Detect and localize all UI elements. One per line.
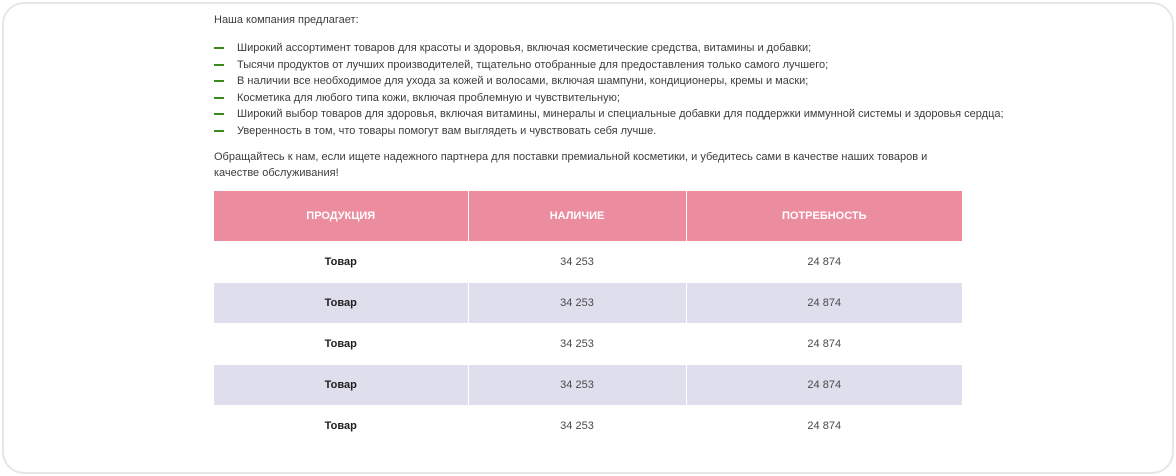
- intro-text: Наша компания предлагает:: [214, 14, 359, 26]
- table-row: [214, 242, 962, 283]
- list-item: [214, 90, 962, 107]
- list-item: [214, 40, 962, 57]
- cell-availability: 34 253: [468, 365, 686, 406]
- table-row: [214, 406, 962, 447]
- table-header-row: [214, 191, 962, 242]
- table-row: [214, 365, 962, 406]
- cell-demand: 24 874: [686, 242, 962, 283]
- list-item: [214, 57, 962, 74]
- cell-availability: 34 253: [468, 324, 686, 365]
- dash-bullet-icon: [214, 80, 224, 82]
- feature-list: [214, 40, 1004, 139]
- cell-product: Товар: [214, 324, 468, 365]
- cell-demand: 24 874: [686, 365, 962, 406]
- cell-availability: 34 253: [468, 242, 686, 283]
- list-item-text: Уверенность в том, что товары помогут вам выглядеть и чувствовать себя лучше.: [237, 124, 657, 137]
- column-header-demand: ПОТРЕБНОСТЬ: [686, 191, 962, 242]
- dash-bullet-icon: [214, 47, 224, 49]
- list-item: [214, 123, 962, 140]
- dash-bullet-icon: [214, 113, 224, 115]
- table-row: [214, 324, 962, 365]
- dash-bullet-icon: [214, 64, 224, 66]
- dash-bullet-icon: [214, 130, 224, 132]
- cell-demand: 24 874: [686, 283, 962, 324]
- cell-demand: 24 874: [686, 406, 962, 447]
- list-item: [214, 106, 1004, 123]
- products-table: [214, 191, 962, 446]
- dash-bullet-icon: [214, 97, 224, 99]
- list-item-text: В наличии все необходимое для ухода за кожей и волосами, включая шампуни, кондиционеры, кремы и маски;: [237, 75, 809, 87]
- cell-product: Товар: [214, 283, 468, 324]
- list-item-text: Тысячи продуктов от лучших производителей, тщательно отобранные для предоставления только самого лучшего;: [237, 58, 829, 71]
- list-item-text: Косметика для любого типа кожи, включая проблемную и чувствительную;: [237, 91, 620, 104]
- cell-demand: 24 874: [686, 324, 962, 365]
- article-body: [214, 12, 1004, 181]
- column-header-availability: НАЛИЧИЕ: [468, 191, 686, 242]
- cell-availability: 34 253: [468, 283, 686, 324]
- cell-product: Товар: [214, 365, 468, 406]
- table-row: [214, 283, 962, 324]
- cell-product: Товар: [214, 242, 468, 283]
- column-header-products: ПРОДУКЦИЯ: [214, 191, 468, 242]
- cell-availability: 34 253: [468, 406, 686, 447]
- list-item: [214, 73, 962, 90]
- cell-product: Товар: [214, 406, 468, 447]
- list-item-text: Широкий выбор товаров для здоровья, включая витамины, минералы и специальные добавки для поддержки иммунной системы и здоровья сердца;: [237, 108, 1004, 120]
- outro-text: Обращайтесь к нам, если ищете надежного партнера для поставки премиальной косметики, и убедитесь сами в качестве наших товаров и качестве обслуживания!: [214, 151, 928, 179]
- list-item-text: Широкий ассортимент товаров для красоты и здоровья, включая косметические средства, витамины и добавки;: [237, 42, 812, 54]
